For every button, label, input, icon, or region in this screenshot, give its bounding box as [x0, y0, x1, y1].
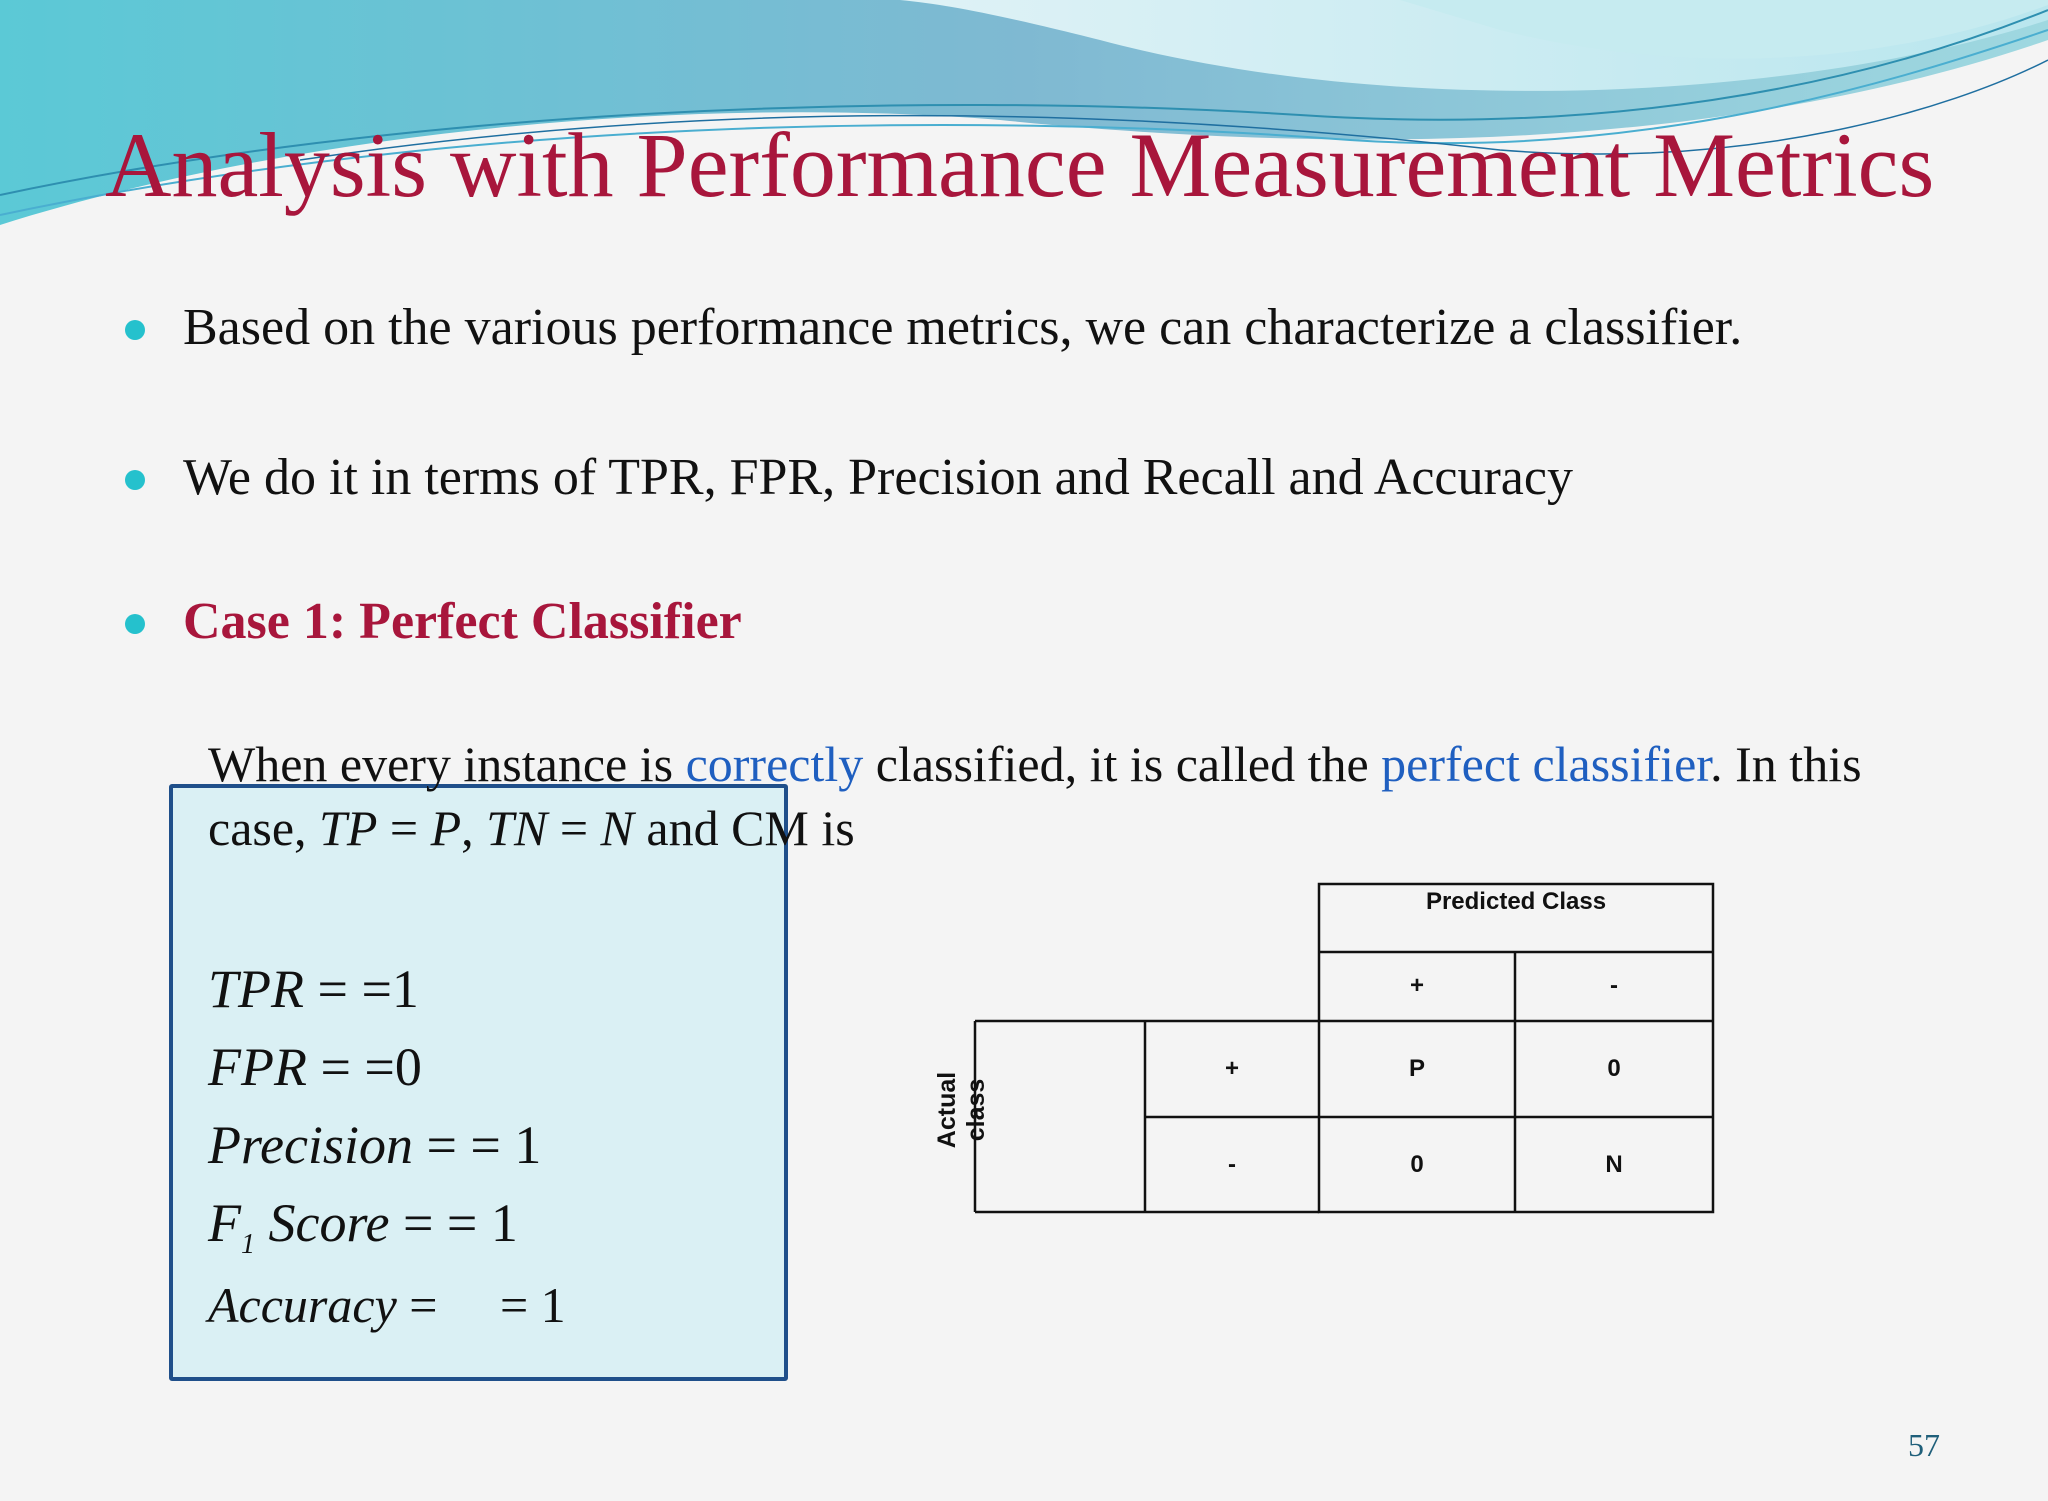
bullet-dot-icon [125, 470, 145, 490]
actual-positive-label: + [1224, 1055, 1239, 1082]
bullet-text: Based on the various performance metrics, we can characterize a classifier. [183, 299, 1743, 356]
highlight-perfect-classifier: perfect classifier [1381, 736, 1711, 792]
bullet-text: We do it in terms of TPR, FPR, Precision and Recall and Accuracy [183, 449, 1573, 506]
formula-tpr: TPR = =1 [208, 959, 419, 1019]
highlight-correctly: correctly [685, 736, 864, 792]
case-heading: Case 1: Perfect Classifier [183, 593, 742, 650]
bullet-dot-icon [125, 320, 145, 340]
cell-false-negative: 0 [1607, 1055, 1621, 1082]
predicted-class-header: Predicted Class [1425, 888, 1607, 915]
formula-f1-score: $F_1$ Score = = 1 [208, 1193, 518, 1260]
formula-precision: Precision = = 1 [208, 1115, 542, 1175]
cell-true-negative: N [1605, 1151, 1623, 1178]
predicted-positive-label: + [1409, 972, 1424, 999]
case-description: When every instance is correctly classified, it is called the perfect classifier. In this case, TP = P, TN = N and CM is [208, 736, 1862, 856]
slide-title: Analysis with Performance Measurement Metrics [105, 114, 1935, 216]
cell-true-positive: P [1408, 1055, 1425, 1082]
cell-false-positive: 0 [1410, 1151, 1424, 1178]
bullet-dot-icon [125, 614, 145, 634]
predicted-negative-label: - [1610, 972, 1618, 999]
page-number: 57 [1908, 1427, 1940, 1463]
formula-fpr: FPR = =0 [208, 1037, 422, 1097]
slide: Analysis with Performance Measurement Metrics Based on the various performance metrics, we can characterize a classifier. We do it in terms of TPR, FPR, Precision and Recall and Accuracy Case 1: Perfect Classifier When every instance is correctly classified, it is called the perfect classifier. In this case, TP = P, TN = N and CM is TPR = =1 FPR = =0 Precision = = 1 $F_1$ Score = = 1 Accuracy = = 1 Predicted Class + - Actual class + - P 0 0 N 57 [0, 0, 2048, 1501]
actual-negative-label: - [1228, 1151, 1236, 1178]
formula-accuracy: Accuracy = = 1 [208, 1277, 566, 1333]
